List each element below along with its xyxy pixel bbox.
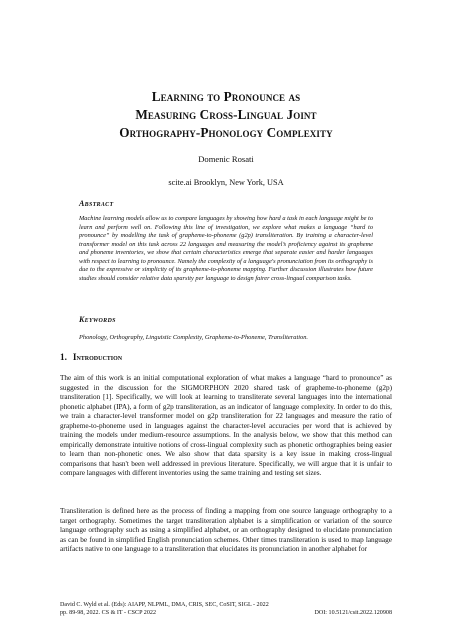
title-line-1: Learning to Pronounce as: [151, 89, 301, 104]
abstract-text: Machine learning models allow us to compare languages by showing how hard a task in each language might be to learn and perform well on. Following this line of investigation, we explore what makes a language “hard to pronounce” by modelling the task of grapheme-to-phoneme (g2p) transliteration. By training a character-level transformer model on this task across 22 languages and measuring the model’s proficiency against its grapheme and phoneme inventories, we show that certain characteristics emerge that separate easier and harder languages with respect to learning to pronounce. Namely the complexity of a language's pronunciation from its orthography is due to the expressive or simplicity of its grapheme-to-phoneme mapping. Further discussion illustrates how future studies should consider relative data sparsity per language to design fairer cross-lingual comparison tasks.: [79, 215, 373, 282]
title-line-2: Measuring Cross-Lingual Joint: [135, 107, 317, 122]
intro-paragraph-2: Transliteration is defined here as the process of finding a mapping from one source language orthography to a target orthography. Sometimes the target transliteration alphabet is a simplification or variation of the source language orthography such as using a simplified alphabet, or an orthography designed to elucidate pronunciation as can be found in simplified English pronunciation schemes. Other times transliteration is used to map language artifacts native to one language to a transliteration that elucidates its pronunciation in another alphabet for: [60, 507, 392, 553]
footer-citation: David C. Wyld et al. (Eds): AIAPP, NLPML, DMA, CRIS, SEC, CoSIT, SIGL - 2022: [60, 602, 269, 608]
paper-title: [40, 88, 412, 142]
author-name: Domenic Rosati: [198, 154, 254, 164]
abstract-heading: Abstract: [79, 199, 114, 208]
keywords-text: Phonology, Orthography, Linguistic Complexity, Grapheme-to-Phoneme, Transliteration.: [79, 334, 308, 341]
intro-paragraph-1: The aim of this work is an initial computational exploration of what makes a language “hard to pronounce” as suggested in the discussion for the SIGMORPHON 2020 shared task of grapheme-to-phoneme (g2p) transliteration [1]. Specifically, we will look at learning to transliterate several languages into the international phonetic alphabet (IPA), a form of g2p transliteration, as an indicator of language complexity. In order to do this, we train a character-level transformer model on g2p transliteration for 22 languages and measure the ratio of grapheme-to-phoneme used in languages against the character-level accuracies per word that is achieved by training the models under medium-resource assumptions. In the analysis below, we show that this method can empirically demonstrate intuitive notions of cross-lingual complexity such as phonetic orthographies being easier to learn than non-phonetic ones. We also show that data sparsity is a key issue in making cross-lingual comparisons that hasn't been well addressed in previous literature. Specifically, we will argue that it is unfair to compare languages with different inventories using the same training and testing set sizes.: [60, 374, 392, 477]
author-affiliation: scite.ai Brooklyn, New York, USA: [168, 178, 284, 187]
section-heading: [60, 352, 128, 362]
section-number: 1.: [60, 352, 67, 362]
section-title: Introduction: [72, 352, 123, 362]
title-line-3: Orthography-Phonology Complexity: [119, 125, 333, 140]
keywords-heading: Keywords: [79, 315, 116, 324]
footer-doi: DOI: 10.5121/csit.2022.120908: [314, 610, 392, 617]
page-footer: [60, 601, 392, 617]
footer-pages: pp. 89-98, 2022. CS & IT - CSCP 2022: [60, 610, 156, 617]
